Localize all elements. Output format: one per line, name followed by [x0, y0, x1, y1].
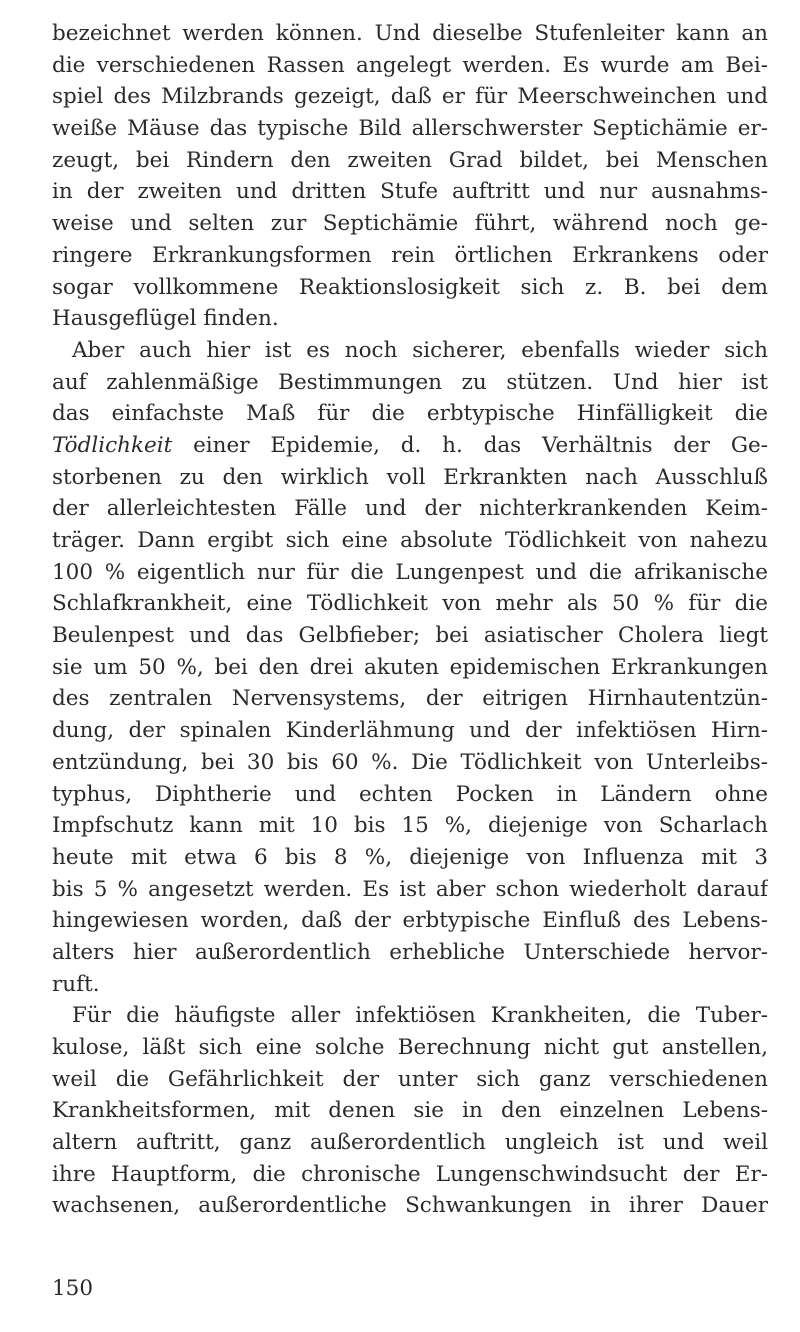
- text-line: Krankheitsformen, mit denen sie in den einzelnen Lebens-: [52, 1098, 768, 1124]
- text-line: des zentralen Nervensystems, der eitrigen Hirnhautentzün-: [52, 686, 768, 712]
- text-line: [52, 430, 768, 462]
- text-line: 100 % eigentlich nur für die Lungenpest und die afrikanische: [52, 559, 768, 585]
- text-line: dung, der spinalen Kinderlähmung und der infektiösen Hirn-: [52, 718, 768, 744]
- text-line: heute mit etwa 6 bis 8 %, diejenige von Influenza mit 3: [52, 844, 768, 870]
- text-line: auf zahlenmäßige Bestimmungen zu stützen. Und hier ist: [52, 369, 768, 395]
- text-line: bis 5 % angesetzt werden. Es ist aber schon wiederholt darauf: [52, 876, 768, 902]
- text-line: bezeichnet werden können. Und dieselbe Stufenleiter kann an: [52, 21, 768, 46]
- text-line: storbenen zu den wirklich voll Erkrankten nach Ausschluß: [52, 464, 768, 490]
- text-line: typhus, Diphtherie und echten Pocken in Ländern ohne: [52, 781, 768, 807]
- text-line: alters hier außerordentlich erhebliche Unterschiede hervor-: [52, 939, 768, 965]
- text-line: weil die Gefährlichkeit der unter sich ganz verschiedenen: [52, 1066, 768, 1092]
- text-line: spiel des Milzbrands gezeigt, daß er für Meerschweinchen und: [52, 84, 768, 110]
- page-text-block: [52, 18, 768, 1222]
- text-line: Schlafkrankheit, eine Tödlichkeit von mehr als 50 % für die: [52, 591, 768, 617]
- text-line: ruft.: [52, 971, 100, 997]
- text-line: ringere Erkrankungsformen rein örtlichen Erkrankens oder: [52, 242, 768, 268]
- text-line: altern auftritt, ganz außerordentlich ungleich ist und weil: [52, 1130, 768, 1156]
- text-line: in der zweiten und dritten Stufe auftritt und nur ausnahms-: [52, 179, 768, 205]
- text-line: zeugt, bei Rindern den zweiten Grad bildet, bei Menschen: [52, 147, 768, 173]
- text-fragment: einer Epidemie, d. h. das Verhältnis der Ge-: [172, 432, 768, 458]
- text-line: weiße Mäuse das typische Bild allerschwerster Septichämie er-: [52, 116, 768, 142]
- text-line: träger. Dann ergibt sich eine absolute Tödlichkeit von nahezu: [52, 528, 768, 553]
- text-line: ihre Hauptform, die chronische Lungenschwindsucht der Er-: [52, 1161, 768, 1187]
- text-line: die verschiedenen Rassen angelegt werden. Es wurde am Bei-: [52, 52, 768, 78]
- text-line: der allerleichtesten Fälle und der nichterkrankenden Keim-: [52, 496, 768, 522]
- text-line: weise und selten zur Septichämie führt, während noch ge-: [52, 211, 768, 237]
- text-line: Für die häufigste aller infektiösen Krankheiten, die Tuber-: [72, 1003, 768, 1029]
- text-line: Impfschutz kann mit 10 bis 15 %, diejenige von Scharlach: [52, 813, 768, 839]
- text-line: entzündung, bei 30 bis 60 %. Die Tödlichkeit von Unterleibs-: [52, 749, 768, 775]
- text-line: Beulenpest und das Gelbfieber; bei asiatischer Cholera liegt: [52, 623, 768, 649]
- emphasized-term: Tödlichkeit: [52, 432, 173, 458]
- text-line: sogar vollkommene Reaktionslosigkeit sich z. B. bei dem: [52, 274, 768, 300]
- text-line: sie um 50 %, bei den drei akuten epidemischen Erkrankungen: [52, 654, 768, 680]
- text-line: Hausgeflügel finden.: [52, 306, 279, 332]
- text-line: Aber auch hier ist es noch sicherer, ebenfalls wieder sich: [72, 337, 768, 363]
- text-line: kulose, läßt sich eine solche Berechnung nicht gut anstellen,: [52, 1035, 768, 1060]
- text-line: hingewiesen worden, daß der erbtypische Einfluß des Lebens-: [52, 908, 768, 934]
- page-number: 150: [52, 1276, 94, 1301]
- text-line: wachsenen, außerordentliche Schwankungen in ihrer Dauer: [52, 1193, 768, 1219]
- text-line: das einfachste Maß für die erbtypische Hinfälligkeit die: [52, 401, 768, 427]
